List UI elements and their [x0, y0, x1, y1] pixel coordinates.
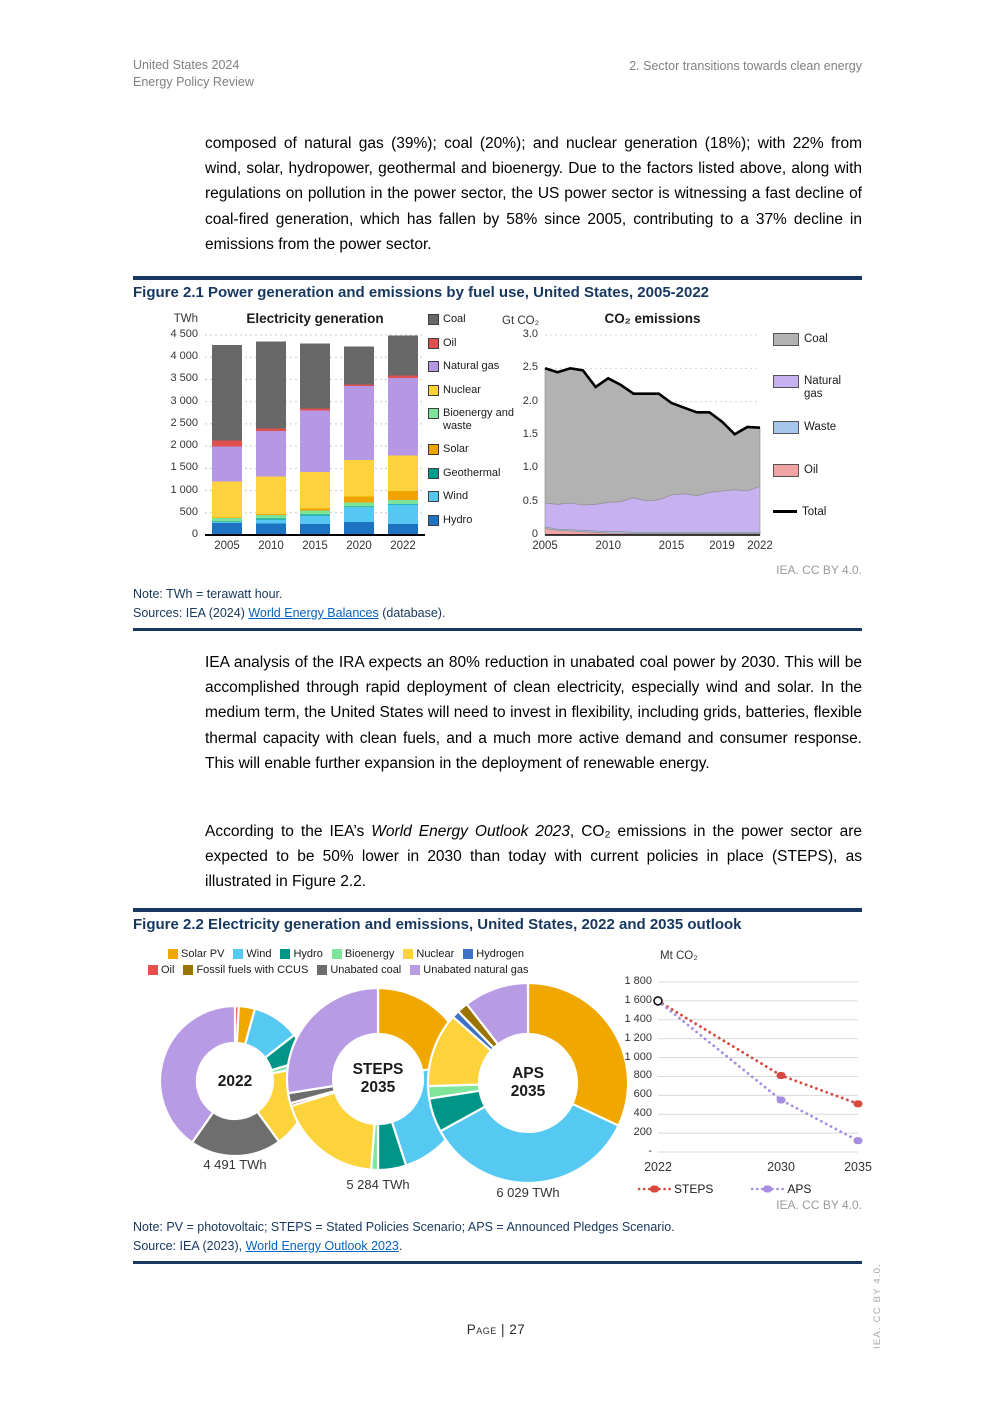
legend-swatch-coal [773, 333, 799, 346]
y-tick-label: 1 200 [624, 1031, 652, 1044]
x-tick-2005: 2005 [532, 540, 558, 552]
bar-2005-oil [212, 441, 242, 447]
legend-swatch-total [773, 510, 797, 513]
figure1-sources-prefix: Sources: IEA (2024) [133, 606, 249, 620]
bar-2010-solar [256, 514, 286, 515]
legend-label: Unabated coal [330, 964, 402, 976]
legend-item-unabated-natural-gas [410, 964, 528, 976]
x-tick-2019: 2019 [709, 540, 735, 552]
y-tick-label: 2.0 [522, 394, 538, 407]
bar-2015-wind [300, 515, 330, 523]
y-tick-label: 4 000 [170, 350, 198, 363]
legend-label: Natural gas [804, 375, 842, 400]
bar-2020-coal [344, 346, 374, 384]
paragraph-weo-part2: , CO₂ emissions in the power sector are expected to be 50% lower in 2030 than today with current policies in place (STEPS), as illustrated in Figure 2.2. [205, 823, 862, 891]
x-tick-2020: 2020 [346, 540, 372, 552]
figure1-bottom-rule [133, 628, 862, 631]
figure1-note: Note: TWh = terawatt hour. [133, 587, 283, 601]
bar-2015-geothermal [300, 515, 330, 516]
y-tick-label: 3 000 [170, 394, 198, 407]
legend-glyph-steps [638, 1184, 672, 1194]
figure1-sources-suffix: (database). [378, 606, 446, 620]
legend-label: Nuclear [443, 383, 481, 396]
legend-label: APS [787, 1182, 812, 1196]
figure2-legend [148, 948, 618, 980]
legend-swatch-wind [233, 949, 243, 959]
legend-label: Bioenergy and waste [443, 407, 514, 432]
donut-2-center-label: APS [512, 1065, 544, 1082]
x-tick-2010: 2010 [595, 540, 622, 552]
y-tick-label: 1 400 [624, 1012, 652, 1025]
report-title-line2: Energy Policy Review [133, 75, 254, 89]
y-tick-label: 3.0 [522, 328, 538, 340]
series-line-steps [658, 1001, 858, 1104]
bar-2020-natural-gas [344, 386, 374, 460]
marker-aps-2030 [777, 1097, 786, 1104]
y-tick-label: 1.0 [522, 461, 538, 474]
marker-aps-2035 [854, 1137, 863, 1144]
legend-label: Unabated natural gas [423, 964, 529, 976]
figure1-top-rule [133, 276, 862, 280]
y-axis-unit-twh: TWh [173, 313, 198, 325]
bar-2022-nuclear [388, 455, 418, 491]
figure1-sources [133, 604, 862, 623]
legend-item-total [773, 506, 860, 519]
legend-swatch-nuclear [428, 385, 439, 396]
donut-1-center-label: STEPS [352, 1061, 404, 1078]
legend-label: Wind [246, 948, 272, 960]
chart-title-co2-emissions: CO₂ emissions [604, 311, 701, 326]
emissions-area-plot [545, 335, 762, 539]
y-tick-label: 500 [179, 505, 198, 518]
bar-2022-oil [388, 376, 418, 378]
figure2-source-prefix: Source: IEA (2023), [133, 1239, 246, 1253]
bar-2022-coal [388, 336, 418, 376]
legend-item-fossil-fuels-with-ccus [183, 964, 308, 976]
legend-item-steps [638, 1182, 713, 1196]
legend-swatch-geothermal [428, 468, 439, 479]
legend-swatch-natural-gas [773, 375, 799, 388]
y-tick-label: 1 600 [624, 993, 652, 1006]
legend-label: Coal [804, 333, 828, 345]
x-tick-2022: 2022 [390, 540, 416, 552]
legend-label: Hydrogen [476, 948, 524, 960]
electricity-generation-chart [140, 305, 514, 570]
bar-2022-wind [388, 505, 418, 524]
x-tick-2030: 2030 [767, 1160, 795, 1174]
legend-label: Geothermal [443, 466, 501, 479]
legend-label: Coal [443, 313, 466, 325]
legend-label: Wind [443, 490, 469, 502]
legend-swatch-hydro [428, 515, 439, 526]
y-tick-label: 800 [633, 1069, 652, 1082]
bar-2015-bioenergy-and-waste [300, 510, 330, 514]
bar-2020-geothermal [344, 506, 374, 507]
y-tick-label: 0.5 [522, 494, 538, 507]
legend-swatch-solar-pv [168, 949, 178, 959]
legend-item-aps [751, 1182, 811, 1196]
co2-emissions-chart [500, 305, 872, 570]
legend-label: Nuclear [416, 948, 455, 960]
bar-2005-nuclear [212, 481, 242, 517]
legend-label: Solar [443, 443, 469, 455]
y-tick-label: 0 [531, 528, 538, 540]
legend-item-unabated-coal [317, 964, 401, 976]
legend-label: Hydro [443, 513, 473, 526]
y-tick-label: 600 [633, 1088, 652, 1101]
paragraph-ira-analysis: IEA analysis of the IRA expects an 80% reduction in unabated coal power by 2030. This will be accomplished through rapid deployment of clean electricity, especially wind and solar. In the medium term, the United States will need to invest in flexibility, including grids, batteries, flexible thermal capacity with clean fuels, and a much more active demand and consumer response. This will enable further expansion in the deployment of renewable energy. [205, 654, 862, 772]
bar-2010-natural-gas [256, 431, 286, 477]
donut-1-slice-nuclear [291, 1092, 375, 1169]
legend-item-nuclear [403, 948, 454, 960]
figure2-title: Figure 2.2 Electricity generation and emissions, United States, 2022 and 2035 outlook [133, 916, 742, 933]
figure2-source [133, 1237, 862, 1256]
y-tick-label: 0 [191, 528, 198, 540]
legend-label: Oil [804, 464, 819, 476]
bar-2022-geothermal [388, 504, 418, 505]
running-header-chapter: 2. Sector transitions towards clean energy [629, 59, 862, 73]
donut-2-center-label: 2035 [510, 1083, 546, 1100]
bar-2005-coal [212, 345, 242, 441]
legend-item-oil [773, 464, 862, 477]
bar-2020-solar [344, 497, 374, 503]
legend-label: Bioenergy [344, 948, 395, 960]
figure2-note: Note: PV = photovoltaic; STEPS = Stated Policies Scenario; APS = Announced Pledges Scenario. [133, 1220, 675, 1234]
running-header-left [133, 57, 254, 91]
legend-label: Solar PV [181, 948, 225, 960]
legend-label: Natural gas [443, 360, 500, 372]
legend-label: Fossil fuels with CCUS [196, 964, 309, 976]
legend-swatch-oil [428, 338, 439, 349]
paragraph-weo-part1: According to the IEA’s [205, 823, 372, 840]
y-tick-label: 200 [633, 1126, 652, 1139]
bar-2015-oil [300, 408, 330, 410]
y-tick-label: 1 000 [624, 1050, 652, 1063]
legend-label: Total [802, 506, 827, 518]
bar-2005-geothermal [212, 521, 242, 522]
legend-swatch-oil [148, 965, 158, 975]
y-axis-unit-gtco2: Gt CO₂ [502, 315, 540, 327]
bar-2022-hydro [388, 524, 418, 535]
bar-2022-solar [388, 491, 418, 500]
y-axis-unit-mtco2: Mt CO₂ [660, 950, 698, 962]
legend-swatch-bioenergy [332, 949, 342, 959]
bar-2005-hydro [212, 523, 242, 535]
page-number: Page | 27 [466, 1322, 526, 1337]
x-tick-2035: 2035 [844, 1160, 872, 1174]
bar-2005-wind [212, 522, 242, 523]
bar-2020-nuclear [344, 460, 374, 496]
x-tick-2022: 2022 [747, 540, 773, 552]
y-tick-label: - [648, 1145, 652, 1157]
y-tick-label: 400 [633, 1107, 652, 1120]
y-tick-label: 3 500 [170, 372, 198, 385]
generation-mix-donut-charts [143, 983, 658, 1201]
donut-1-total-label: 5 284 TWh [346, 1177, 410, 1192]
donut-charts-canvas [143, 983, 658, 1201]
bar-2010-oil [256, 428, 286, 431]
weo-2023-italic: World Energy Outlook 2023 [371, 823, 570, 840]
figure1-title: Figure 2.1 Power generation and emissions by fuel use, United States, 2005-2022 [133, 284, 710, 301]
chart-title-electricity-generation: Electricity generation [246, 311, 384, 326]
series-line-aps [658, 1001, 858, 1141]
report-title-line1: United States 2024 [133, 58, 240, 72]
world-energy-outlook-link[interactable]: World Energy Outlook 2023 [245, 1239, 399, 1253]
legend-label: Hydro [293, 948, 323, 960]
legend-swatch-wind [428, 491, 439, 502]
figure2-source-suffix: . [398, 1239, 403, 1253]
bar-2020-bioenergy-and-waste [344, 502, 374, 506]
donut-0-total-label: 4 491 TWh [203, 1157, 267, 1172]
generation-bars-plot [205, 335, 427, 539]
legend-item-solar-pv [168, 948, 224, 960]
y-tick-label: 4 500 [170, 328, 198, 340]
paragraph-weo-outlook [205, 819, 862, 895]
legend-swatch-nuclear [403, 949, 413, 959]
legend-item-oil [148, 964, 174, 976]
y-tick-label: 2 500 [170, 416, 198, 429]
legend-item-wind [233, 948, 271, 960]
legend-item-hydrogen [463, 948, 524, 960]
legend-swatch-hydrogen [463, 949, 473, 959]
figure2-legend-row-1 [148, 948, 618, 960]
legend-swatch-oil [773, 464, 799, 477]
marker-steps-2030 [777, 1072, 786, 1079]
bar-2015-solar [300, 509, 330, 511]
donut-2-total-label: 6 029 TWh [496, 1185, 560, 1200]
bar-2010-nuclear [256, 477, 286, 514]
legend-glyph-aps [751, 1184, 785, 1194]
y-tick-label: 1 000 [170, 483, 198, 496]
bar-2010-coal [256, 342, 286, 429]
y-tick-label: 1 500 [170, 461, 198, 474]
bar-2020-hydro [344, 522, 374, 535]
figure2-license: IEA. CC BY 4.0. [776, 1198, 862, 1212]
figure2-bottom-rule [133, 1261, 862, 1264]
bar-2005-natural-gas [212, 446, 242, 481]
bar-2010-geothermal [256, 518, 286, 519]
legend-item-bioenergy [332, 948, 395, 960]
side-license-text: IEA. CC BY 4.0. [872, 1263, 883, 1349]
bar-2015-hydro [300, 524, 330, 535]
bar-2022-bioenergy-and-waste [388, 500, 418, 504]
x-tick-2015: 2015 [302, 540, 328, 552]
paragraph-power-mix: composed of natural gas (39%); coal (20%); and nuclear generation (18%); with 22% from wind, solar, hydropower, geothermal and bioenergy. Due to the factors listed above, along with regulations on pollution in the power sector, the US power sector is witnessing a fast decline of coal-fired generation, which has fallen by 58% since 2005, contributing to a 37% decline in emissions from the power sector. [205, 135, 862, 253]
bar-2020-wind [344, 507, 374, 522]
x-tick-2015: 2015 [658, 540, 685, 552]
figure1-license: IEA. CC BY 4.0. [776, 563, 862, 577]
bar-2010-wind [256, 519, 286, 523]
bar-2005-solar [212, 517, 242, 518]
legend-swatch-unabated-natural-gas [410, 965, 420, 975]
donut-1-center-label: 2035 [360, 1079, 396, 1096]
legend-label: Oil [161, 964, 175, 976]
marker-start-open-circle [654, 997, 662, 1005]
world-energy-balances-link[interactable]: World Energy Balances [248, 606, 379, 620]
y-tick-label: 2 000 [170, 439, 198, 452]
legend-item-hydro [280, 948, 322, 960]
figure2-legend-row-2 [148, 964, 618, 976]
legend-label: Oil [443, 336, 457, 349]
bar-2015-nuclear [300, 472, 330, 509]
legend-label: STEPS [674, 1182, 714, 1196]
x-tick-2022: 2022 [644, 1160, 672, 1174]
legend-swatch-hydro [280, 949, 290, 959]
y-tick-label: 1 800 [624, 975, 652, 987]
bar-2010-hydro [256, 523, 286, 535]
marker-steps-2035 [854, 1100, 863, 1107]
y-tick-label: 2.5 [522, 361, 538, 374]
outlook-legend [638, 1182, 811, 1196]
legend-swatch-bioenergy-and-waste [428, 408, 439, 419]
x-tick-2010: 2010 [258, 540, 284, 552]
donut-0-center-label: 2022 [217, 1073, 253, 1090]
legend-swatch-unabated-coal [317, 965, 327, 975]
legend-swatch-waste [773, 421, 799, 434]
legend-swatch-fossil-fuels-with-ccus [183, 965, 193, 975]
legend-item-coal [773, 333, 862, 346]
bar-2015-coal [300, 343, 330, 408]
emissions-outlook-chart [590, 946, 890, 1208]
legend-swatch-coal [428, 314, 439, 325]
legend-label: Waste [804, 421, 837, 433]
figure2-top-rule [133, 908, 862, 912]
legend-item-natural-gas [773, 375, 862, 401]
bar-2020-oil [344, 384, 374, 386]
legend-swatch-natural-gas [428, 361, 439, 372]
bar-2022-natural-gas [388, 378, 418, 455]
bar-2010-bioenergy-and-waste [256, 514, 286, 518]
y-tick-label: 1.5 [522, 428, 538, 440]
area-coal [545, 368, 760, 505]
x-tick-2005: 2005 [214, 540, 240, 552]
legend-swatch-solar [428, 444, 439, 455]
bar-2015-natural-gas [300, 410, 330, 471]
legend-item-waste [773, 421, 862, 434]
